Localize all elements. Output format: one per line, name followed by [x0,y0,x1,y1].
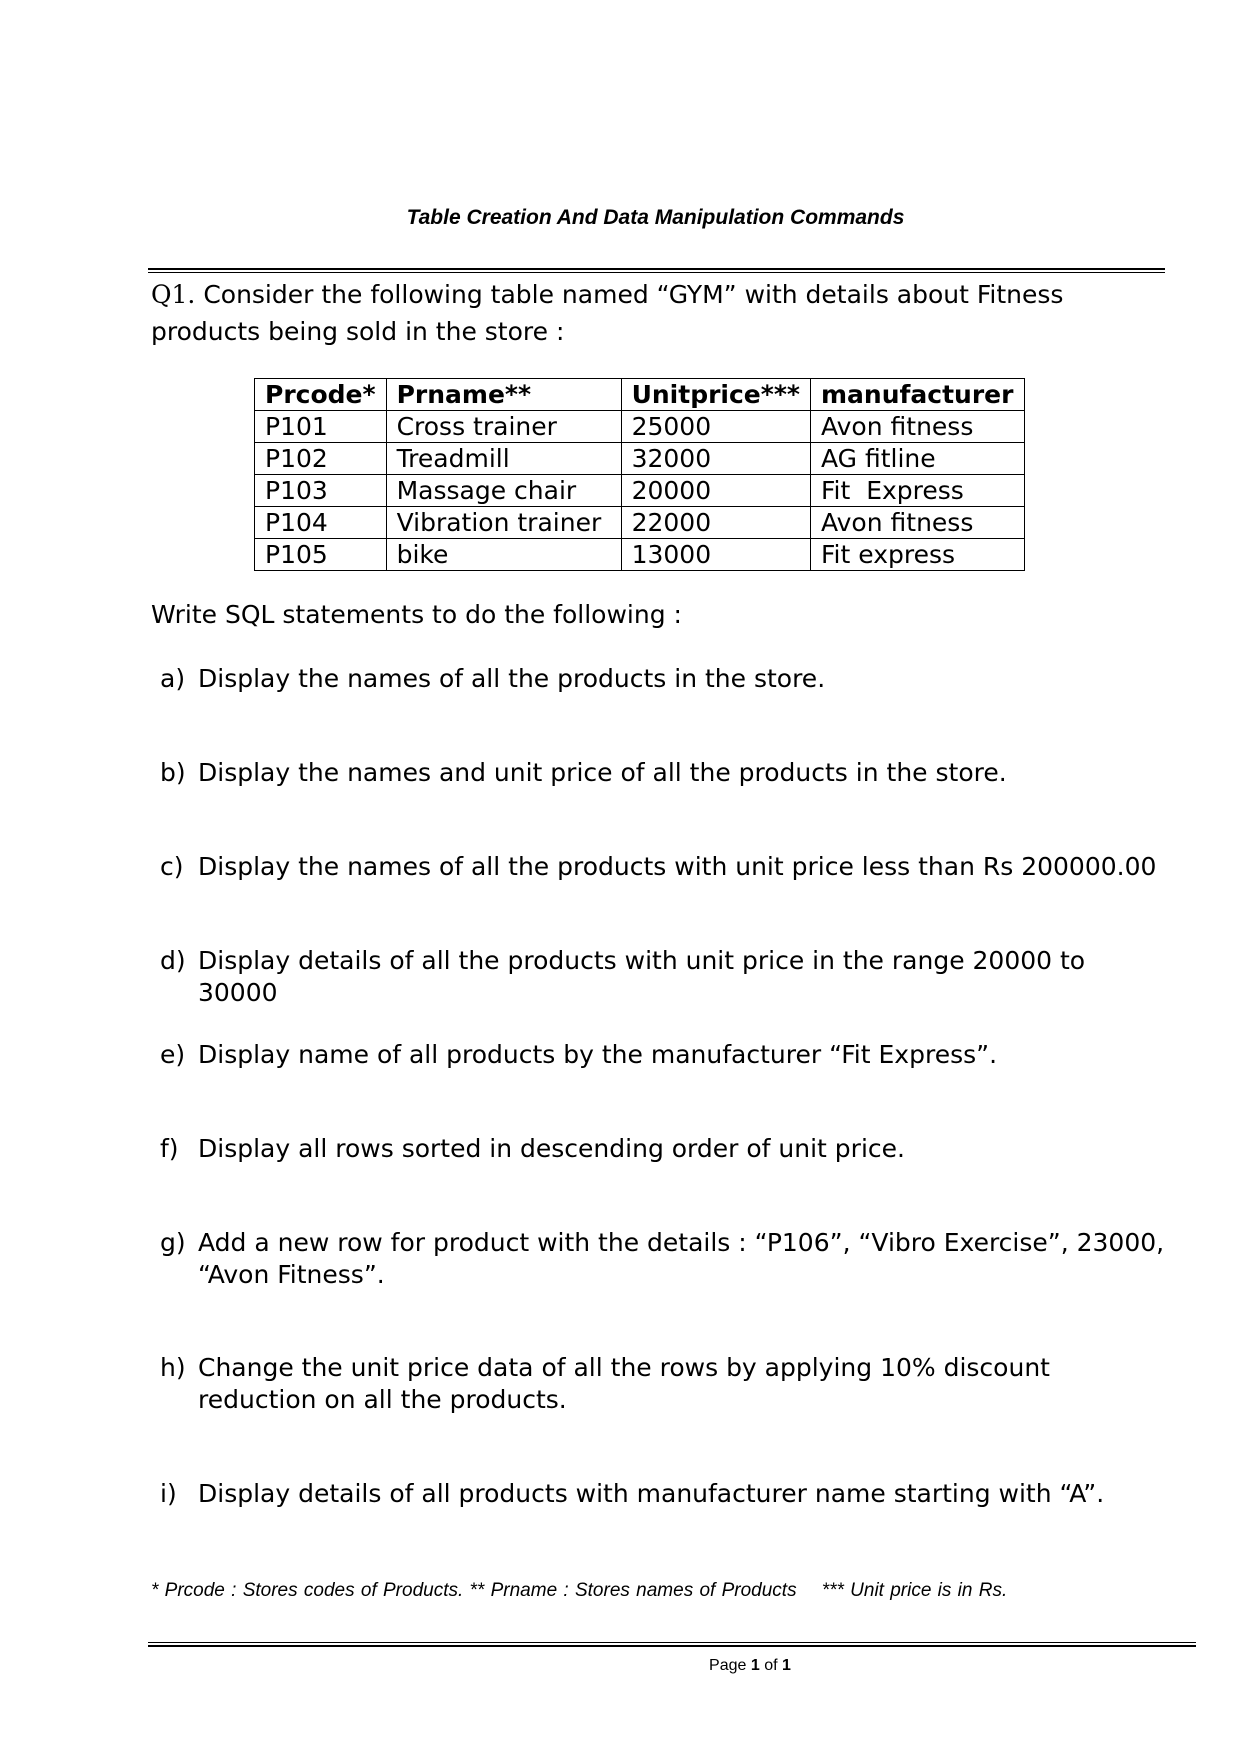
cell-prcode: P103 [255,475,387,507]
task-label: c) [160,852,184,881]
task-label: e) [160,1040,186,1069]
table-row [255,539,1025,571]
task-item-b [160,757,1170,789]
task-text: Display the names of all the products with unit price less than Rs 200000.00 [198,852,1157,881]
cell-unitprice: 32000 [621,443,810,475]
cell-manufacturer: Avon fitness [811,411,1025,443]
cell-prname: Vibration trainer [386,507,621,539]
cell-unitprice: 13000 [621,539,810,571]
table-row [255,443,1025,475]
cell-unitprice: 20000 [621,475,810,507]
cell-prcode: P101 [255,411,387,443]
task-item-c [160,851,1170,883]
header-unitprice: Unitprice*** [621,379,810,411]
task-item-i [160,1478,1170,1510]
cell-manufacturer: AG fitline [811,443,1025,475]
cell-manufacturer: Fit Express [811,475,1025,507]
task-text: Add a new row for product with the details : “P106”, “Vibro Exercise”, 23000, “Avon Fitness”. [198,1228,1165,1289]
cell-prcode: P102 [255,443,387,475]
task-label: f) [160,1134,179,1163]
task-text: Display name of all products by the manufacturer “Fit Express”. [198,1040,998,1069]
task-label: a) [160,664,186,693]
task-text: Display details of all the products with unit price in the range 20000 to 30000 [198,946,1086,1007]
page-prefix: Page [709,1657,747,1674]
task-item-d [160,945,1170,1009]
cell-prcode: P105 [255,539,387,571]
table-row [255,475,1025,507]
page-current: 1 [750,1657,760,1674]
question-text [151,276,1171,350]
cell-prname: Treadmill [386,443,621,475]
task-text: Change the unit price data of all the rows by applying 10% discount reduction on all the products. [198,1353,1050,1414]
task-item-g [160,1227,1170,1291]
question-label: Q1. [151,280,196,309]
table-row [255,411,1025,443]
task-label: b) [160,758,186,787]
task-label: d) [160,946,186,975]
task-item-e [160,1039,1170,1071]
task-label: i) [160,1479,177,1508]
table-header-row [255,379,1025,411]
cell-prname: Cross trainer [386,411,621,443]
cell-prcode: P104 [255,507,387,539]
instructions-intro: Write SQL statements to do the following : [151,600,682,629]
question-body: Consider the following table named “GYM” with details about Fitness products being sold in the store : [151,280,1064,346]
task-item-h [160,1352,1170,1416]
page-total: 1 [782,1657,791,1674]
cell-manufacturer: Fit express [811,539,1025,571]
task-item-f [160,1133,1170,1165]
cell-prname: bike [386,539,621,571]
page-number [0,1657,1241,1675]
page-of: of [764,1657,778,1674]
table-row [255,507,1025,539]
task-text: Display the names of all the products in the store. [198,664,826,693]
cell-unitprice: 22000 [621,507,810,539]
footnote: * Prcode : Stores codes of Products. ** Prname : Stores names of Products *** Unit price is in Rs. [151,1580,1008,1601]
cell-unitprice: 25000 [621,411,810,443]
header-prcode: Prcode* [255,379,387,411]
bottom-rule [148,1642,1196,1647]
header-prname: Prname** [386,379,621,411]
cell-manufacturer: Avon fitness [811,507,1025,539]
task-text: Display details of all products with manufacturer name starting with “A”. [198,1479,1105,1508]
task-label: g) [160,1228,186,1257]
task-text: Display all rows sorted in descending order of unit price. [198,1134,905,1163]
document-title: Table Creation And Data Manipulation Commands [406,206,905,229]
gym-table [254,378,1025,571]
cell-prname: Massage chair [386,475,621,507]
task-label: h) [160,1353,186,1382]
task-text: Display the names and unit price of all the products in the store. [198,758,1007,787]
task-item-a [160,663,1170,695]
top-rule [148,268,1165,273]
header-manufacturer: manufacturer [811,379,1025,411]
